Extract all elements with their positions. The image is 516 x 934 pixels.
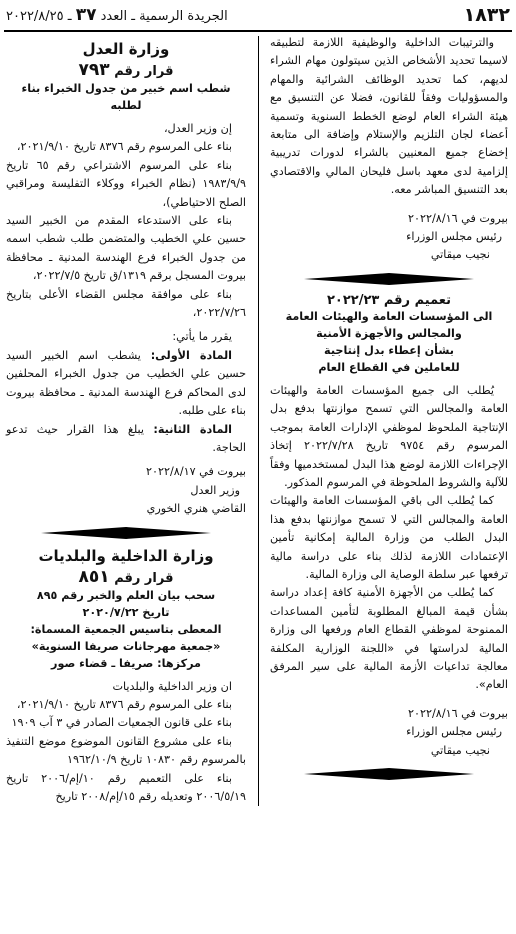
justice-article-1-text: يشطب اسم الخبير السيد حسين علي الخطيب من جدول الخبراء المحلفين لدى المحاكم فرع الهندسة المدنية ـ محافظة بيروت بناء على طلبه. bbox=[6, 348, 246, 418]
interior-basis-4: بناء على التعميم رقم ١٠/إم/٢٠٠٦ تاريخ ٢٠٠٦/٥/١٩ وتعديله رقم ١٥/إم/٢٠٠٨ تاريخ bbox=[6, 771, 246, 803]
circular-line2: والمجالس والأجهزة الأمنية bbox=[316, 326, 462, 340]
gazette-date: ـ ٢٠٢٢/٨/٢٥ bbox=[6, 9, 72, 24]
justice-sign-name: القاضي هنري الخوري bbox=[146, 502, 246, 516]
circular-line3: بشأن إعطاء بدل إنتاجية bbox=[324, 343, 454, 357]
gazette-title bbox=[6, 5, 228, 25]
justice-sign-date: بيروت في ٢٠٢٢/٨/١٧ bbox=[146, 465, 246, 479]
justice-article-1-label: المادة الأولى: bbox=[150, 348, 233, 362]
circular-line4: للعاملين في القطاع العام bbox=[318, 360, 460, 374]
sign1-date: بيروت في ٢٠٢٢/٨/١٦ bbox=[408, 211, 508, 225]
interior-line1: سحب بيان العلم والخبر رقم ٨٩٥ bbox=[36, 588, 216, 602]
circular-paragraph-2: كما يُطلب الى باقي المؤسسات العامة والهيئات العامة والمجالس التي لا تسمح موازنتها بدفع هذا البدل الطلب من وزارة المالية إمكانية تأمين الإعتمادات اللازمة لذلك بناء على دراسة مالية ترفعها عبر سلطة الوصاية الى وزارة المالية. bbox=[270, 494, 508, 581]
justice-basis-3: بناء على الاستدعاء المقدم من الخبير السيد حسين علي الخطيب والمتضمن طلب شطب اسمه من جدول الخبراء فرع الهندسة المدنية ـ محافظة بيروت المسجل برقم ١٣١٩/ق تاريخ ٢٠٢٢/٧/٥، bbox=[6, 214, 246, 283]
issue-number: ٣٧ bbox=[75, 5, 97, 25]
interior-opening: ان وزير الداخلية والبلديات bbox=[112, 679, 232, 693]
interior-line5: مركزها: صريفا ـ قضاء صور bbox=[51, 656, 201, 670]
circular-number: تعميم رقم ٢٠٢٢/٢٣ bbox=[326, 292, 452, 308]
justice-article-2-label: المادة الثانية: bbox=[153, 422, 232, 436]
gazette-title-a: الجريدة الرسمية ـ العدد bbox=[100, 9, 228, 24]
interior-ministry-title: وزارة الداخلية والبلديات bbox=[38, 546, 214, 565]
sign2-role: رئيس مجلس الوزراء bbox=[406, 725, 502, 739]
left-column bbox=[6, 34, 246, 806]
justice-opening: إن وزير العدل، bbox=[163, 122, 232, 135]
interior-basis-1: بناء على المرسوم رقم ٨٣٧٦ تاريخ ٢٠٢١/٩/١٠، bbox=[16, 697, 232, 711]
justice-decision-number bbox=[6, 60, 246, 80]
justice-basis-4: بناء على موافقة مجلس القضاء الأعلى بتاريخ ٢٠٢٢/٧/٢٦، bbox=[6, 287, 246, 320]
justice-sign-role: وزير العدل bbox=[190, 483, 240, 497]
divider-ornament bbox=[270, 768, 508, 780]
interior-line3: المعطى بتاسيس الجمعية المسماة: bbox=[30, 622, 222, 636]
circular-line1: الى المؤسسات العامة والهيئات العامة bbox=[285, 309, 493, 323]
justice-decision-value: ٧٩٣ bbox=[78, 60, 110, 80]
justice-article-1 bbox=[6, 347, 246, 421]
header-rule bbox=[4, 30, 512, 32]
justice-article-2 bbox=[6, 421, 246, 458]
divider-ornament bbox=[270, 273, 508, 285]
justice-basis-2: بناء على المرسوم الاشتراعي رقم ٦٥ تاريخ ١٩٨٣/٩/٩ (نظام الخبراء ووكلاء التفليسة ومراقبي الصلح الاحتياطي)، bbox=[6, 158, 246, 209]
sign1-name: نجيب ميقاتي bbox=[430, 248, 490, 262]
sign1-role: رئيس مجلس الوزراء bbox=[406, 230, 502, 244]
interior-decision-value: ٨٥١ bbox=[78, 566, 110, 587]
divider-ornament bbox=[6, 527, 246, 539]
justice-basis-1: بناء على المرسوم رقم ٨٣٧٦ تاريخ ٢٠٢١/٩/١٠، bbox=[16, 140, 232, 154]
justice-decides: يقرر ما يأتي: bbox=[172, 330, 232, 344]
page-number: ١٨٣٢ bbox=[463, 4, 510, 26]
justice-article-2-text: يبلغ هذا القرار حيث تدعو الحاجة. bbox=[6, 422, 246, 454]
sign2-name: نجيب ميقاتي bbox=[430, 743, 490, 757]
running-head bbox=[0, 0, 516, 30]
interior-decision-prefix: قرار رقم bbox=[114, 570, 174, 586]
interior-basis-2: بناء على قانون الجمعيات الصادر في ٣ آب ١٩٠٩ bbox=[11, 716, 232, 730]
right-column bbox=[270, 34, 508, 788]
intro-paragraph: والترتيبات الداخلية والوظيفية اللازمة لتطبيقه لاسيما تحديد الأشخاص الذين سيتولون مهام الشراء لديهم، كما تحديد الوظائف الشرائية والمهام والمسؤوليات وفقاً للقانون، فضلا عن التنسيق مع هيئة الشراء العام لوضع الخطط السنوية وتسمية أعضاء لجان التلزيم والإستلام وإضافة الى متابعة إخضاع جميع المعنيين بالشراء لدورات تدريبية إلزامية لدى معهد باسل فليحان المالي والاقتصادي بعد التنسيق المباشر معه. bbox=[270, 36, 508, 197]
circular-paragraph-1: يُطلب الى جميع المؤسسات العامة والهيئات العامة والمجالس التي تسمح موازنتها بدفع بدل الإنتاجية الملحوظ لموظفي الإدارات العامة بموجب المرسوم رقم ٩٧٥٤ تاريخ ٢٠٢٢/٧/٢٨ إتخاذ الإجراءات اللازمة لوضع هذا البدل لمستخدميها وفقاً للآلية والشروط الملحوظة في المرسوم المذكور. bbox=[270, 383, 509, 489]
interior-line4: «جمعية مهرجانات صريفا السنوية» bbox=[31, 639, 221, 653]
justice-decision-prefix: قرار رقم bbox=[114, 64, 174, 79]
sign2-date: بيروت في ٢٠٢٢/٨/١٦ bbox=[408, 706, 508, 720]
circular-paragraph-3: كما يُطلب من الأجهزة الأمنية كافة إعداد دراسة بشأن قيمة المبالغ المطلوبة لتأمين المساعدات الممنوحة لموظفي القطاع العام ورفعها الى وزارة المالية لدراستها في «اللجنة الوزارية المكلفة معالجة تداعيات الأزمة المالية على سير المرفق العام». bbox=[270, 586, 508, 692]
interior-decision-number bbox=[6, 567, 246, 587]
justice-subject: شطب اسم خبير من جدول الخبراء بناء لطلبه bbox=[21, 82, 231, 112]
column-divider bbox=[258, 36, 259, 806]
justice-ministry-title: وزارة العدل bbox=[82, 40, 170, 58]
interior-line2: تاريخ ٢٠٢٠/٧/٢٢ bbox=[82, 605, 170, 619]
interior-basis-3: بناء على مشروع القانون الموضوع موضع التنفيذ بالمرسوم رقم ١٠٨٣٠ تاريخ ١٩٦٢/١٠/٩ bbox=[6, 734, 246, 767]
